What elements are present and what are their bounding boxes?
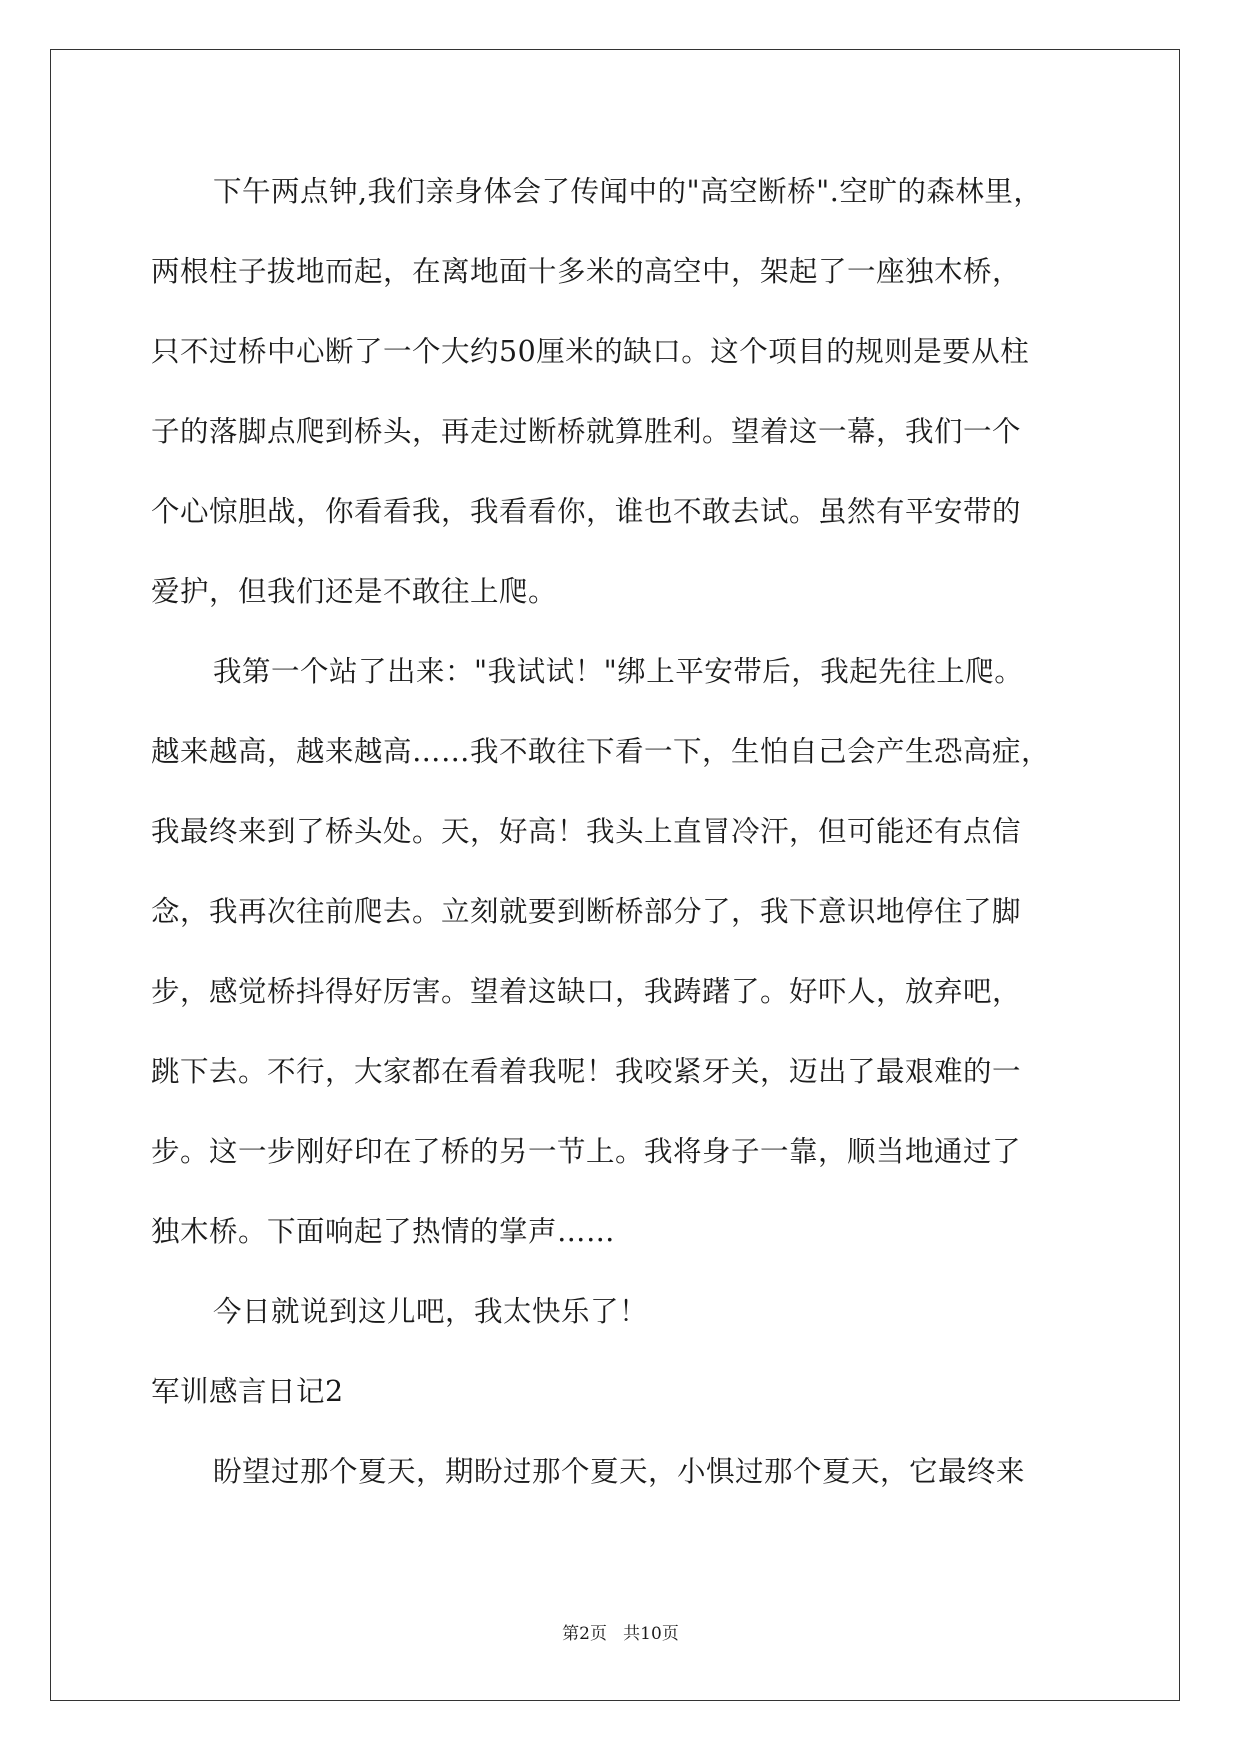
paragraph-line: 下午两点钟,我们亲身体会了传闻中的"高空断桥".空旷的森林里， [213, 175, 1043, 208]
paragraph-line: 两根柱子拔地而起，在离地面十多米的高空中，架起了一座独木桥， [151, 255, 1022, 288]
paragraph-line: 只不过桥中心断了一个大约50厘米的缺口。这个项目的规则是要从柱 [151, 335, 1030, 368]
paragraph-line: 今日就说到这儿吧，我太快乐了！ [213, 1295, 649, 1328]
section-heading: 军训感言日记2 [151, 1375, 344, 1408]
page-number-footer: 第2页 共10页 [562, 1624, 679, 1644]
paragraph-line: 爱护，但我们还是不敢往上爬。 [151, 575, 558, 608]
paragraph-line: 我第一个站了出来："我试试！"绑上平安带后，我起先往上爬。 [213, 655, 1024, 688]
paragraph-line: 越来越高，越来越高……我不敢往下看一下，生怕自己会产生恐高症， [151, 735, 1051, 768]
paragraph-line: 个心惊胆战，你看看我，我看看你，谁也不敢去试。虽然有平安带的 [151, 495, 1022, 528]
paragraph-line: 步，感觉桥抖得好厉害。望着这缺口，我踌躇了。好吓人，放弃吧， [151, 975, 1022, 1008]
paragraph-line: 念，我再次往前爬去。立刻就要到断桥部分了，我下意识地停住了脚 [151, 895, 1022, 928]
paragraph-line: 跳下去。不行，大家都在看着我呢！我咬紧牙关，迈出了最艰难的一 [151, 1055, 1022, 1088]
paragraph-line: 我最终来到了桥头处。天，好高！我头上直冒冷汗，但可能还有点信 [151, 815, 1022, 848]
paragraph-line: 独木桥。下面响起了热情的掌声…… [151, 1215, 616, 1248]
paragraph-line: 步。这一步刚好印在了桥的另一节上。我将身子一靠，顺当地通过了 [151, 1135, 1022, 1168]
paragraph-line: 盼望过那个夏天，期盼过那个夏天，小惧过那个夏天，它最终来 [213, 1455, 1026, 1488]
paragraph-line: 子的落脚点爬到桥头，再走过断桥就算胜利。望着这一幕，我们一个 [151, 415, 1022, 448]
